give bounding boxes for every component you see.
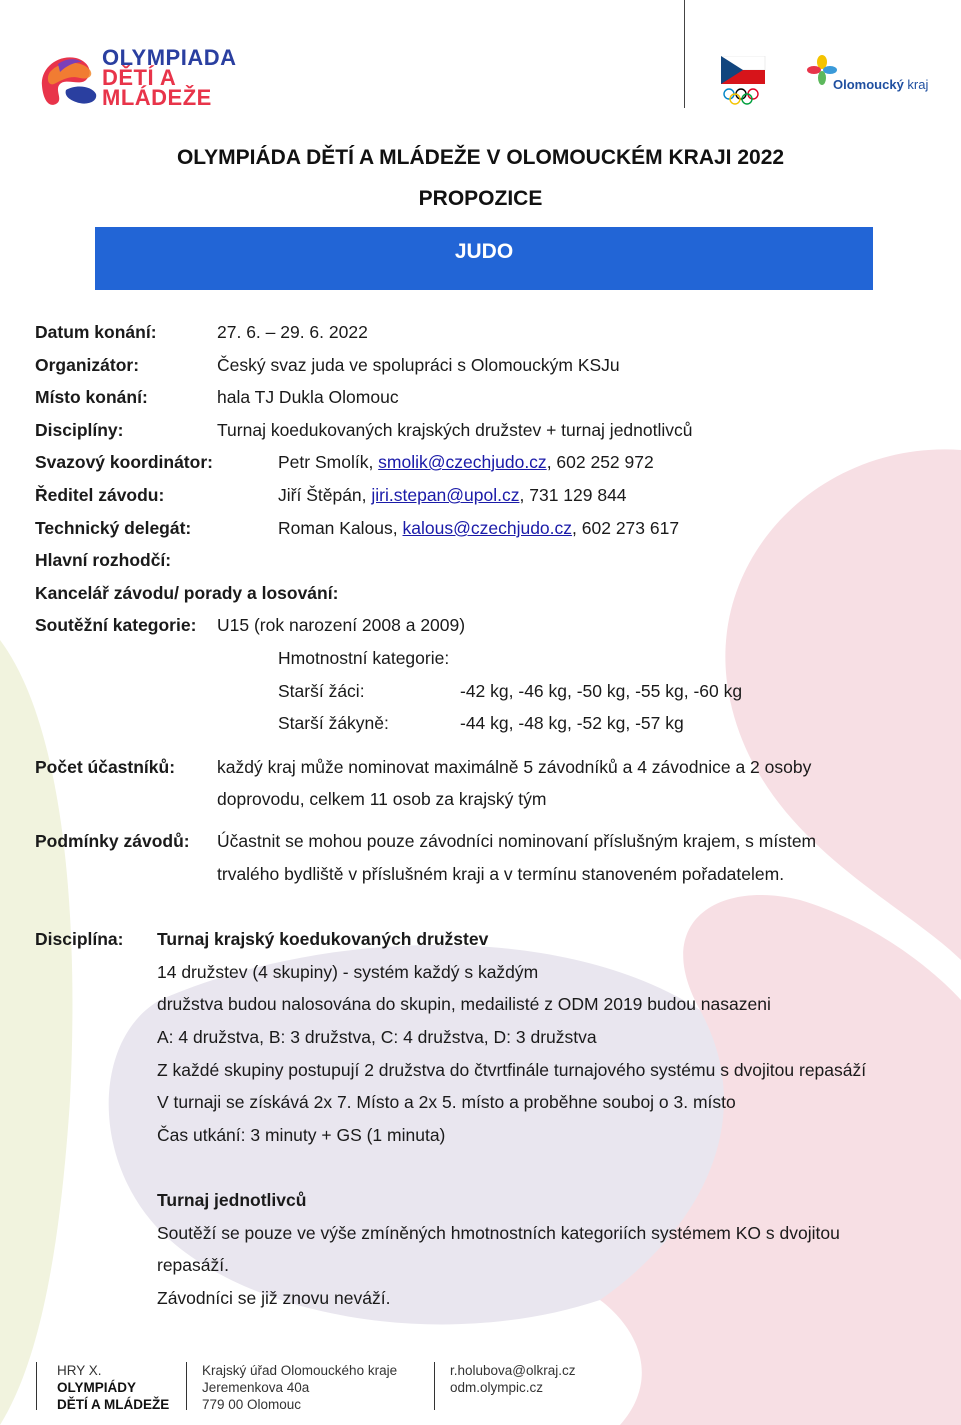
team-line: Z každé skupiny postupují 2 družstva do čtvrtfinále turnajového systému s dvojitou repasáží	[157, 1060, 867, 1080]
reditel-email-link[interactable]: jiri.stepan@upol.cz	[371, 485, 520, 505]
rozhodci-label: Hlavní rozhodčí:	[35, 550, 172, 570]
footer-line: Jeremenkova 40a	[202, 1380, 310, 1395]
page-title: OLYMPIÁDA DĚTÍ A MLÁDEŽE V OLOMOUCKÉM KRAJI 2022	[176, 146, 785, 169]
logo-line-2: DĚTÍ A	[102, 65, 177, 90]
reditel-label: Ředitel závodu:	[35, 485, 165, 505]
delegat-value	[278, 518, 679, 539]
odm-logo-icon	[36, 50, 100, 110]
organizator-label: Organizátor:	[35, 355, 140, 375]
delegat-email-link[interactable]: kalous@czechjudo.cz	[402, 518, 573, 538]
footer-website[interactable]: odm.olympic.cz	[450, 1380, 544, 1395]
misto-label: Místo konání:	[35, 387, 148, 407]
zaci-value: -42 kg, -46 kg, -50 kg, -55 kg, -60 kg	[460, 681, 743, 701]
team-heading: Turnaj krajský koedukovaných družstev	[157, 929, 489, 949]
individual-line: Soutěží se pouze ve výše zmíněných hmotnostních kategoriích systémem KO s dvojitou	[157, 1223, 840, 1243]
kraj-logo-name: Olomoucký	[833, 77, 904, 92]
kategorie-value: U15 (rok narození 2008 a 2009)	[217, 615, 466, 635]
zakyne-label: Starší žákyně:	[278, 713, 389, 733]
hmotnostni-label: Hmotnostní kategorie:	[278, 648, 450, 668]
kategorie-label: Soutěžní kategorie:	[35, 615, 197, 635]
footer-col-3	[450, 1362, 576, 1396]
reditel-value	[278, 485, 627, 506]
pocet-line-2: doprovodu, celkem 11 osob za krajský tým	[217, 789, 547, 809]
pocet-label: Počet účastníků:	[35, 757, 176, 777]
individual-line: Závodníci se již znovu neváží.	[157, 1288, 391, 1308]
organizator-value: Český svaz juda ve spolupráci s Olomouckým KSJu	[217, 355, 620, 375]
datum-value: 27. 6. – 29. 6. 2022	[217, 322, 368, 342]
footer-col-2	[202, 1362, 397, 1413]
footer-email[interactable]: r.holubova@olkraj.cz	[450, 1363, 576, 1378]
team-line: 14 družstev (4 skupiny) - systém každý s každým	[157, 962, 539, 982]
footer-line: OLYMPIÁDY	[57, 1380, 137, 1395]
reditel-name: Jiří Štěpán,	[278, 485, 372, 505]
koordinator-name: Petr Smolík,	[278, 452, 379, 472]
discipliny-value: Turnaj koedukovaných krajských družstev + turnaj jednotlivců	[217, 420, 693, 440]
logo-line-3: MLÁDEŽE	[102, 85, 212, 110]
olomoucky-kraj-logo-text	[833, 77, 928, 92]
footer-divider	[36, 1362, 37, 1410]
pocet-line-1: každý kraj může nominovat maximálně 5 závodníků a 4 závodnice a 2 osoby	[217, 757, 812, 777]
page-subtitle: PROPOZICE	[418, 187, 543, 210]
individual-line: repasáží.	[157, 1255, 229, 1275]
footer-col-1	[57, 1362, 169, 1413]
footer-line: DĚTÍ A MLÁDEŽE	[57, 1397, 170, 1412]
team-line: V turnaji se získává 2x 7. Místo a 2x 5. místo a proběhne souboj o 3. místo	[157, 1092, 736, 1112]
delegat-phone: , 602 273 617	[572, 518, 680, 538]
sport-banner: JUDO	[95, 227, 873, 290]
kraj-logo-suffix: kraj	[907, 77, 929, 92]
team-line: A: 4 družstva, B: 3 družstva, C: 4 družstva, D: 3 družstva	[157, 1027, 597, 1047]
footer-divider	[186, 1362, 187, 1410]
podminky-line-2: trvalého bydliště v příslušném kraji a v termínu stanoveném pořadatelem.	[217, 864, 785, 884]
koordinator-value	[278, 452, 654, 473]
zakyne-value: -44 kg, -48 kg, -52 kg, -57 kg	[460, 713, 684, 733]
czech-olympic-flag-icon	[721, 56, 767, 106]
footer-line: 779 00 Olomouc	[202, 1397, 302, 1412]
podminky-label: Podmínky závodů:	[35, 831, 190, 851]
reditel-phone: , 731 129 844	[519, 485, 627, 505]
footer-line: HRY X.	[57, 1363, 102, 1378]
koordinator-phone: , 602 252 972	[546, 452, 654, 472]
kancelar-label: Kancelář závodu/ porady a losování:	[35, 583, 339, 603]
disciplina-label: Disciplína:	[35, 929, 124, 949]
podminky-line-1: Účastnit se mohou pouze závodníci nominovaní příslušným krajem, s místem	[217, 831, 817, 851]
team-line: Čas utkání: 3 minuty + GS (1 minuta)	[157, 1125, 446, 1145]
datum-label: Datum konání:	[35, 322, 157, 342]
header-divider	[684, 0, 685, 108]
individual-heading: Turnaj jednotlivců	[157, 1190, 307, 1210]
logo-line-1: OLYMPIADA	[102, 45, 237, 70]
discipliny-label: Disciplíny:	[35, 420, 124, 440]
delegat-name: Roman Kalous,	[278, 518, 403, 538]
koordinator-email-link[interactable]: smolik@czechjudo.cz	[378, 452, 547, 472]
zaci-label: Starší žáci:	[278, 681, 365, 701]
odm-logo-text	[102, 45, 237, 110]
datum-row	[35, 322, 157, 343]
footer-divider	[434, 1362, 435, 1410]
koordinator-label: Svazový koordinátor:	[35, 452, 213, 472]
delegat-label: Technický delegát:	[35, 518, 192, 538]
misto-value: hala TJ Dukla Olomouc	[217, 387, 399, 407]
footer-line: Krajský úřad Olomouckého kraje	[202, 1363, 398, 1378]
team-line: družstva budou nalosována do skupin, medailisté z ODM 2019 budou nasazeni	[157, 994, 771, 1014]
